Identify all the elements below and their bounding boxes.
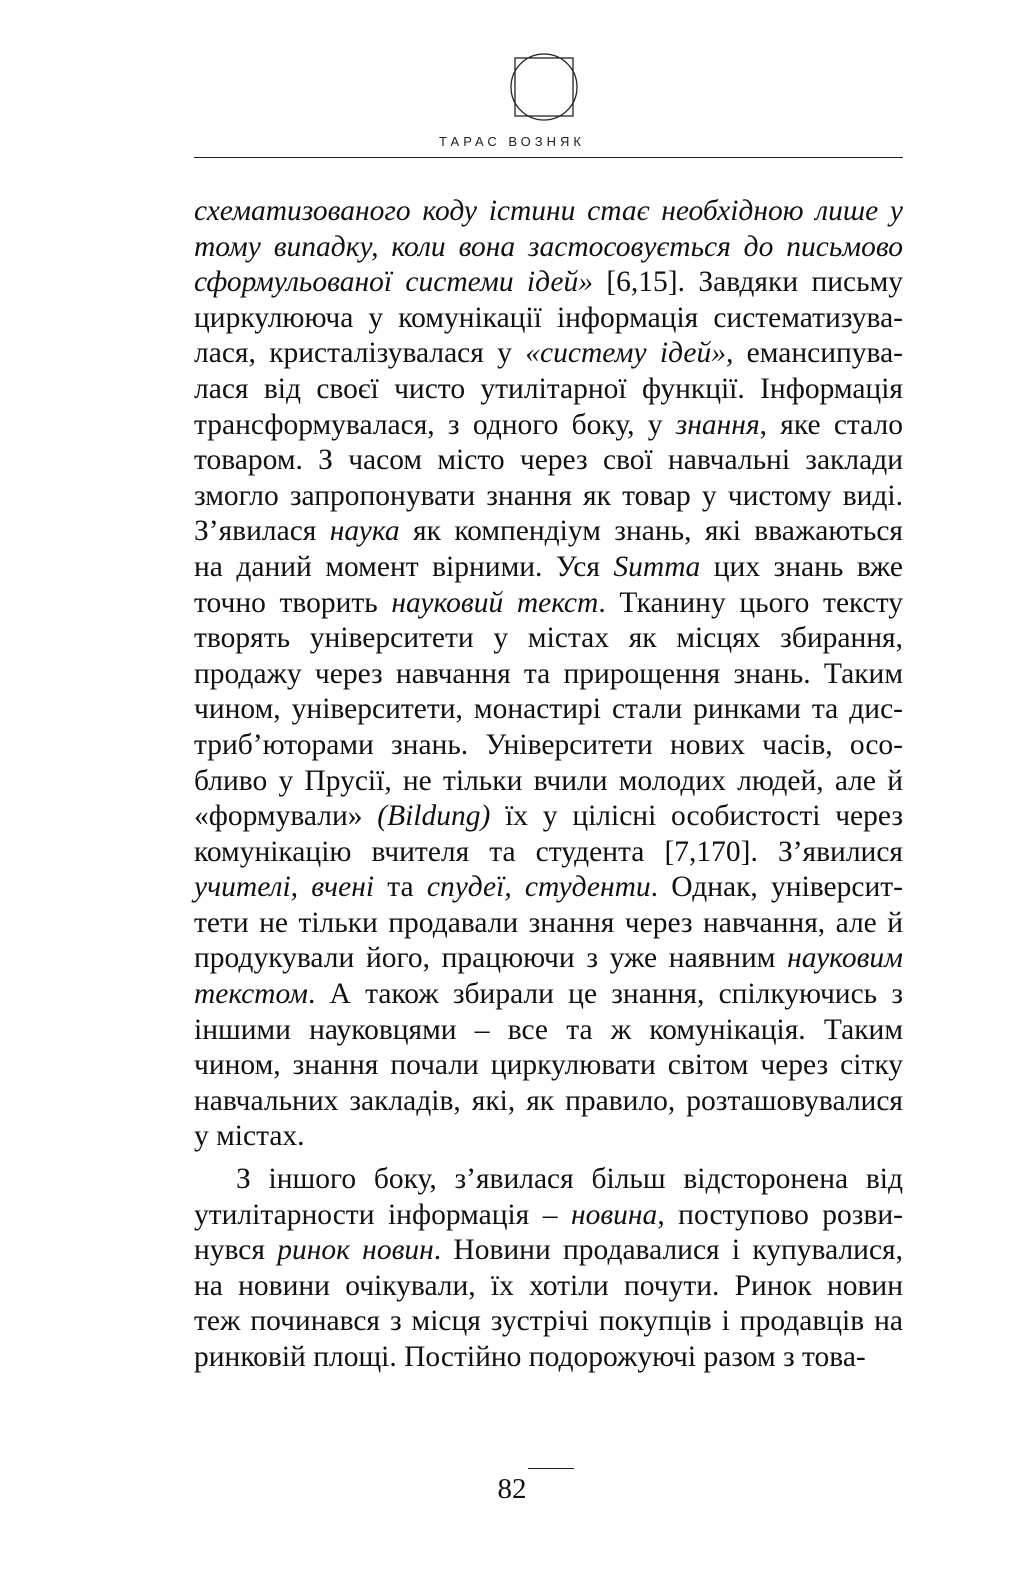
italic-text: науковим: [787, 942, 903, 975]
text-run: продукували його, працюючи з уже наявним: [194, 942, 788, 975]
text-run: товаром. З часом місто через свої навчальні заклади: [194, 444, 903, 477]
text-run: чином, знання почали циркулювати світом через сітку: [194, 1049, 903, 1082]
circle-square-emblem-icon: [509, 47, 579, 125]
text-line: [194, 1084, 903, 1120]
text-line: [194, 1304, 903, 1340]
italic-text: наука: [329, 515, 400, 548]
text-run: теж починався з місця зустрічі покупців і продавців на: [194, 1305, 903, 1338]
text-run: як компендіум знань, які вважаються: [399, 515, 903, 548]
body-text: [194, 194, 903, 1376]
text-line: [194, 1269, 903, 1305]
text-run: тети не тільки продавали знання через навчання, але й: [194, 906, 903, 939]
text-run: . Новини продавалися і купувалися,: [433, 1234, 903, 1267]
running-head: ТАРАС ВОЗНЯК: [439, 134, 585, 149]
italic-text: знання: [675, 408, 760, 441]
text-line: [194, 230, 903, 266]
text-line: [194, 1198, 903, 1234]
text-line: [194, 870, 903, 906]
text-line: [194, 336, 903, 372]
text-line: [194, 835, 903, 871]
text-run: чином, університети, монастирі стали ринками та дис-: [194, 693, 903, 726]
text-run: емансипува-: [733, 337, 903, 370]
italic-text: новина: [570, 1198, 658, 1231]
text-line: [194, 977, 903, 1013]
text-run: та: [374, 871, 427, 904]
text-line: [194, 764, 903, 800]
text-line: [194, 1119, 903, 1155]
italic-text: учителі, вчені: [194, 871, 375, 904]
page-number-rule: [528, 1468, 574, 1469]
text-run: змогло запропонувати знання як товар у чистому виді.: [194, 479, 903, 512]
text-line: [194, 906, 903, 942]
paragraph: [194, 1162, 903, 1376]
text-run: у містах.: [194, 1120, 305, 1153]
text-run: . А також збирали це знання, спілкуючись з: [307, 978, 903, 1011]
text-line: [194, 372, 903, 408]
text-line: [194, 301, 903, 337]
text-run: З іншого боку, з’явилася більш відсторонена від: [236, 1163, 903, 1196]
italic-text: схематизованого коду істини стає необхідною лише у: [194, 195, 903, 227]
text-run: , поступово розви-: [657, 1198, 904, 1231]
text-run: [6,15]. Завдяки письму: [593, 266, 904, 299]
text-run: «формували»: [194, 800, 378, 833]
italic-text: текстом: [194, 978, 308, 1011]
text-run: нувся: [194, 1234, 278, 1267]
paragraph-gap: [194, 1155, 903, 1162]
text-line: [194, 692, 903, 728]
text-run: на даний момент вірними. Уся: [194, 550, 614, 583]
header-rule: [194, 157, 903, 158]
italic-text: «систему ідей»,: [525, 337, 734, 370]
text-line: [194, 1013, 903, 1049]
text-run: лася від своєї чисто утилітарної функції. Інформація: [194, 372, 903, 405]
italic-text: науковий текст: [391, 586, 599, 619]
text-line: [194, 408, 903, 444]
text-line: [194, 194, 903, 230]
text-line: [194, 728, 903, 764]
text-run: бливо у Прусії, не тільки вчили молодих людей, але й: [194, 764, 903, 797]
italic-text: (Bildung): [377, 800, 491, 833]
text-line: [194, 1233, 903, 1269]
text-run: іншими науковцями – все та ж комунікація. Таким: [194, 1013, 903, 1046]
text-run: утилітарности інформація –: [194, 1198, 571, 1231]
text-run: . Однак, університ-: [650, 871, 903, 904]
text-line: [194, 514, 903, 550]
italic-text: тому випадку, коли вона застосовується до письмово: [194, 230, 903, 263]
text-run: ринковій площі. Постійно подорожуючі разом з това-: [194, 1341, 866, 1373]
italic-text: спудеї, студенти: [426, 871, 651, 904]
text-line: [194, 1048, 903, 1084]
page-number: 82: [497, 1473, 527, 1505]
italic-text: ринок новин: [277, 1234, 434, 1267]
text-run: циркулююча у комунікації інформація систематизува-: [194, 301, 903, 334]
text-run: , яке стало: [759, 408, 903, 441]
text-run: на новини очікували, їх хотіли почути. Ринок новин: [194, 1269, 903, 1302]
text-run: лася, кристалізувалася у: [194, 337, 526, 370]
text-run: . Тканину цього тексту: [598, 586, 903, 619]
text-line: [194, 621, 903, 657]
text-line: [194, 586, 903, 622]
text-run: цих знань вже: [700, 550, 903, 583]
text-run: їх у цілісні особистості через: [490, 800, 903, 833]
text-line: [194, 265, 903, 301]
italic-text: сформульованої системи ідей»: [194, 266, 593, 299]
text-run: продажу через навчання та прирощення знань. Таким: [194, 657, 903, 690]
text-line: [194, 1162, 903, 1198]
paragraph: [194, 194, 903, 1155]
text-line: [194, 1340, 903, 1376]
text-line: [194, 657, 903, 693]
text-run: триб’юторами знань. Університети нових часів, осо-: [194, 728, 903, 761]
text-line: [194, 443, 903, 479]
text-line: [194, 799, 903, 835]
text-run: З’явилася: [194, 515, 330, 548]
text-line: [194, 550, 903, 586]
text-run: точно творить: [194, 586, 392, 619]
text-run: творять університети у містах як місцях збирання,: [194, 622, 903, 655]
italic-text: Summa: [613, 550, 701, 583]
text-run: комунікацію вчителя та студента [7,170]. З’явилися: [194, 835, 903, 868]
text-line: [194, 941, 903, 977]
text-run: навчальних закладів, які, як правило, розташовувалися: [194, 1084, 903, 1117]
text-line: [194, 479, 903, 515]
text-run: трансформувалася, з одного боку, у: [194, 408, 676, 441]
